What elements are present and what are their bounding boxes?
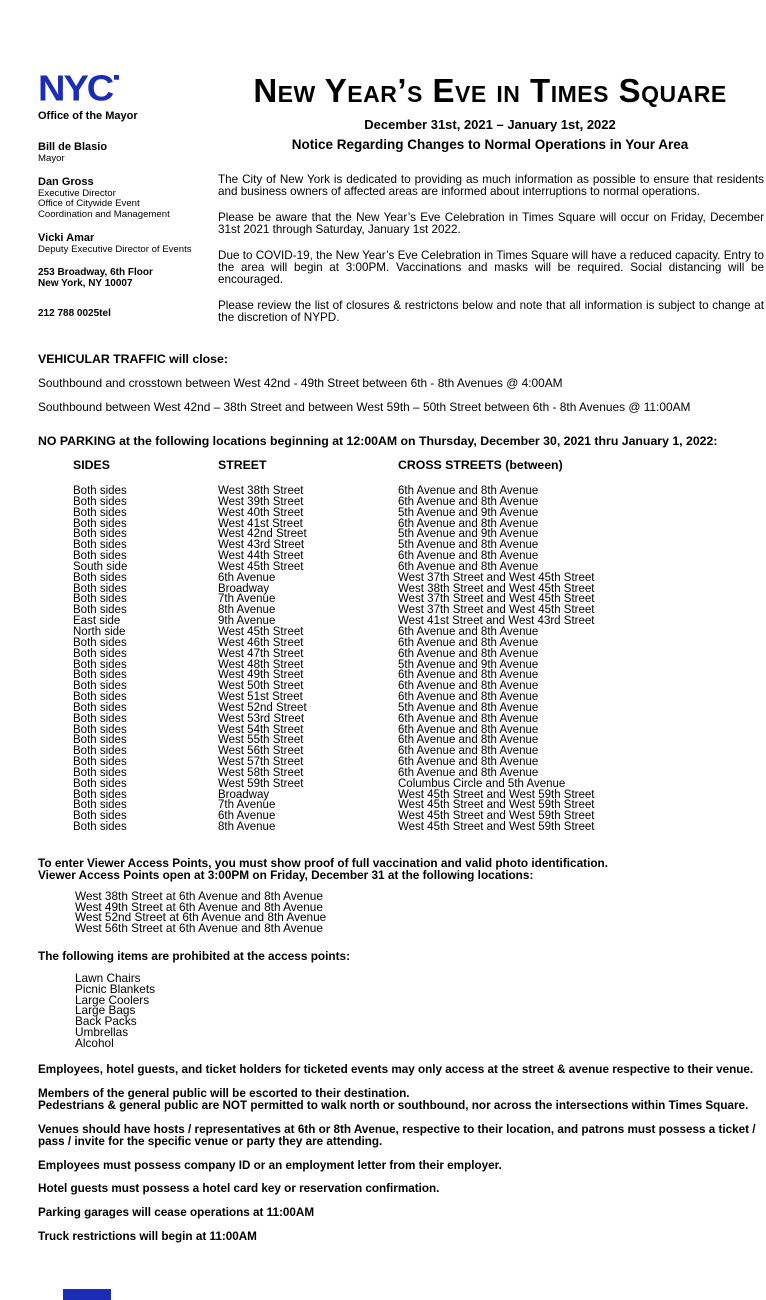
cell-cross-streets: West 45th Street and West 59th Street: [398, 788, 595, 801]
cell-sides: Both sides: [73, 582, 127, 595]
cell-sides: Both sides: [73, 593, 127, 606]
official-name: Dan Gross: [38, 176, 94, 189]
viewer-access-location: West 49th Street at 6th Avenue and 8th Avenue: [75, 899, 323, 914]
cell-street: 8th Avenue: [218, 604, 276, 617]
cell-cross-streets: West 45th Street and West 59th Street: [398, 810, 595, 823]
nyc-logo: NYC: [38, 74, 119, 104]
cell-sides: East side: [73, 615, 121, 628]
cell-sides: Both sides: [73, 810, 127, 823]
office-of-the-mayor-label: Office of the Mayor: [38, 110, 138, 122]
cell-cross-streets: 6th Avenue and 8th Avenue: [398, 766, 539, 779]
official-title: Deputy Executive Director of Events: [38, 243, 192, 255]
intro-section: [218, 174, 764, 338]
cell-cross-streets: 6th Avenue and 8th Avenue: [398, 734, 539, 747]
footer-note-line: pass / invite for the specific venue or party they are attending.: [38, 1134, 383, 1148]
cell-sides: Both sides: [73, 712, 127, 725]
footer-note-line: Pedestrians & general public are NOT permitted to walk north or southbound, nor across the intersections within Times Square.: [38, 1098, 749, 1112]
footer-note: [38, 1231, 766, 1243]
official-name: Bill de Blasio: [38, 141, 108, 153]
footer-note: [38, 1064, 766, 1076]
cell-sides: Both sides: [73, 647, 127, 660]
cell-sides: Both sides: [73, 571, 127, 584]
cell-sides: Both sides: [73, 658, 127, 671]
table-row: [73, 508, 733, 519]
cell-street: 9th Avenue: [218, 615, 276, 628]
vehicular-traffic-heading: VEHICULAR TRAFFIC will close:: [38, 352, 228, 366]
cell-sides: Both sides: [73, 669, 127, 682]
prohibited-item: Lawn Chairs: [75, 971, 141, 985]
prohibited-item: Umbrellas: [75, 1024, 129, 1039]
intro-paragraph: Due to COVID-19, the New Year’s Eve Celebration in Times Square will have a reduced capacity. Entry to the area will begin at 3:00PM. Vaccinations and masks will be required. Social distancing will be encouraged.: [218, 248, 764, 287]
closure-line: Southbound and crosstown between West 42nd - 49th Street between 6th - 8th Avenues @ 4:00AM: [38, 376, 563, 390]
viewer-access-locations: [75, 888, 766, 936]
viewer-access-open-time: Viewer Access Points open at 3:00PM on Friday, December 31 at the following locations:: [38, 867, 534, 882]
prohibited-item: Large Bags: [75, 1003, 136, 1018]
office-address: [38, 268, 213, 290]
official-entry: [38, 233, 213, 255]
cell-cross-streets: 6th Avenue and 8th Avenue: [398, 712, 539, 725]
no-parking-heading: NO PARKING at the following locations beginning at 12:00AM on Thursday, December 30, 2021 thru January 1, 2022:: [38, 434, 718, 448]
title-block: [216, 74, 764, 152]
cell-sides: Both sides: [73, 680, 127, 693]
cell-street: West 48th Street: [218, 658, 304, 671]
cell-cross-streets: Columbus Circle and 5th Avenue: [398, 777, 566, 790]
official-name: Vicki Amar: [38, 232, 95, 245]
cell-street: 7th Avenue: [218, 593, 276, 606]
cell-street: West 55th Street: [218, 734, 304, 747]
cell-cross-streets: 6th Avenue and 8th Avenue: [398, 723, 539, 736]
cell-cross-streets: 6th Avenue and 8th Avenue: [398, 745, 539, 758]
viewer-access-location: West 52nd Street at 6th Avenue and 8th Avenue: [75, 910, 327, 925]
footer-note-line: Employees, hotel guests, and ticket holders for ticketed events may only access at the street & avenue respective to their venue.: [38, 1063, 754, 1076]
cell-cross-streets: 6th Avenue and 8th Avenue: [398, 625, 539, 638]
cell-sides: Both sides: [73, 539, 127, 552]
cell-cross-streets: 5th Avenue and 8th Avenue: [398, 701, 539, 714]
notice-subtitle: Notice Regarding Changes to Normal Operations in Your Area: [291, 137, 689, 152]
cell-street: 6th Avenue: [218, 810, 276, 823]
column-header-cross-streets: CROSS STREETS (between): [398, 458, 563, 472]
cell-sides: Both sides: [73, 756, 127, 769]
cell-sides: Both sides: [73, 788, 127, 801]
event-date-range: December 31st, 2021 – January 1st, 2022: [364, 117, 616, 132]
prohibited-item: Alcohol: [75, 1035, 114, 1050]
cell-cross-streets: West 37th Street and West 45th Street: [398, 571, 595, 584]
cell-sides: South side: [73, 560, 128, 573]
cell-street: 6th Avenue: [218, 571, 276, 584]
cell-sides: Both sides: [73, 821, 127, 834]
cell-cross-streets: 6th Avenue and 8th Avenue: [398, 517, 539, 530]
office-phone: 212 788 0025tel: [38, 308, 111, 320]
cell-street: West 50th Street: [218, 680, 304, 693]
cell-cross-streets: 6th Avenue and 8th Avenue: [398, 669, 539, 682]
officials-list: [38, 142, 213, 319]
cell-sides: Both sides: [73, 528, 127, 541]
cell-cross-streets: 6th Avenue and 8th Avenue: [398, 495, 539, 508]
cell-cross-streets: 6th Avenue and 8th Avenue: [398, 485, 539, 497]
no-parking-table: [73, 458, 733, 833]
cell-sides: Both sides: [73, 766, 127, 779]
cell-cross-streets: West 37th Street and West 45th Street: [398, 604, 595, 617]
footer-notes: [38, 1064, 766, 1255]
cell-cross-streets: 5th Avenue and 9th Avenue: [398, 506, 539, 519]
cell-sides: Both sides: [73, 506, 127, 519]
cell-sides: Both sides: [73, 485, 127, 497]
next-page-logo-fragment: [63, 1289, 111, 1300]
cell-street: 7th Avenue: [218, 799, 276, 812]
footer-note-line: Parking garages will cease operations at 11:00AM: [38, 1206, 315, 1220]
table-body: [73, 486, 733, 833]
intro-paragraph: Please review the list of closures & restrictons below and note that all information is subject to change at the discretion of NYPD.: [218, 298, 764, 325]
prohibited-item: Back Packs: [75, 1014, 137, 1029]
cell-street: West 44th Street: [218, 550, 304, 563]
table-row: [73, 779, 733, 790]
address-line: 253 Broadway, 6th Floor: [38, 267, 153, 279]
table-row: [73, 822, 733, 833]
official-entry: [38, 177, 213, 220]
cell-sides: Both sides: [73, 495, 127, 508]
intro-paragraph: Please be aware that the New Year’s Eve Celebration in Times Square will occur on Friday, December 31st 2021 through Saturday, January 1st 2022.: [218, 210, 764, 237]
cell-street: West 57th Street: [218, 756, 304, 769]
table-header-row: [73, 458, 733, 472]
cell-street: West 46th Street: [218, 636, 304, 649]
cell-sides: North side: [73, 625, 126, 638]
footer-note-line: Employees must possess company ID or an employment letter from their employer.: [38, 1158, 502, 1172]
cell-sides: Both sides: [73, 734, 127, 747]
footer-note: [38, 1160, 766, 1172]
viewer-access-location: West 38th Street at 6th Avenue and 8th Avenue: [75, 888, 323, 903]
cell-cross-streets: West 45th Street and West 59th Street: [398, 799, 595, 812]
cell-street: West 39th Street: [218, 495, 304, 508]
viewer-access-section: [38, 858, 766, 1049]
cell-street: West 41st Street: [218, 517, 303, 530]
cell-cross-streets: 6th Avenue and 8th Avenue: [398, 647, 539, 660]
cell-street: West 52nd Street: [218, 701, 307, 714]
footer-note: [38, 1207, 766, 1219]
cell-street: West 56th Street: [218, 745, 304, 758]
prohibited-item: Picnic Blankets: [75, 981, 155, 996]
prohibited-items-list: [75, 973, 766, 1049]
cell-sides: Both sides: [73, 636, 127, 649]
cell-sides: Both sides: [73, 691, 127, 704]
prohibited-item: Large Coolers: [75, 992, 150, 1007]
page-title: New Year’s Eve in Times Square: [253, 72, 727, 109]
address-line: New York, NY 10007: [38, 278, 133, 290]
footer-note-line: Hotel guests must possess a hotel card key or reservation confirmation.: [38, 1182, 440, 1196]
vehicular-traffic-section: [38, 352, 766, 414]
cell-cross-streets: West 45th Street and West 59th Street: [398, 821, 595, 834]
viewer-access-rule: To enter Viewer Access Points, you must show proof of full vaccination and valid photo identification.: [38, 856, 609, 870]
column-header-sides: SIDES: [73, 458, 110, 472]
cell-cross-streets: 6th Avenue and 8th Avenue: [398, 680, 539, 693]
cell-street: West 43rd Street: [218, 539, 305, 552]
cell-street: West 54th Street: [218, 723, 304, 736]
cell-street: West 51st Street: [218, 691, 303, 704]
cell-street: West 47th Street: [218, 647, 304, 660]
footer-note-line: Venues should have hosts / representatives at 6th or 8th Avenue, respective to their location, and patrons must possess a ticket /: [38, 1122, 756, 1136]
cell-street: West 49th Street: [218, 669, 304, 682]
cell-sides: Both sides: [73, 604, 127, 617]
intro-paragraph: The City of New York is dedicated to providing as much information as possible to ensure that residents and business owners of affected areas are informed about interruptions to normal operations.: [218, 173, 764, 199]
cell-sides: Both sides: [73, 550, 127, 563]
cell-sides: Both sides: [73, 723, 127, 736]
official-entry: [38, 142, 213, 164]
table-row: [73, 649, 733, 660]
official-title: Coordination and Management: [38, 208, 170, 220]
table-row: [73, 573, 733, 584]
cell-cross-streets: 6th Avenue and 8th Avenue: [398, 636, 539, 649]
cell-sides: Both sides: [73, 777, 127, 790]
logo-block: [38, 69, 208, 122]
cell-street: West 45th Street: [218, 560, 304, 573]
footer-note: [38, 1183, 766, 1195]
cell-sides: Both sides: [73, 799, 127, 812]
cell-cross-streets: 6th Avenue and 8th Avenue: [398, 560, 539, 573]
closure-line: Southbound between West 42nd – 38th Street and between West 59th – 50th Street between 6th - 8th Avenues @ 11:00AM: [38, 400, 691, 414]
cell-street: West 45th Street: [218, 625, 304, 638]
footer-note-line: Truck restrictions will begin at 11:00AM: [38, 1230, 257, 1244]
cell-cross-streets: 6th Avenue and 8th Avenue: [398, 756, 539, 769]
cell-cross-streets: 6th Avenue and 8th Avenue: [398, 691, 539, 704]
footer-note-line: Members of the general public will be escorted to their destination.: [38, 1086, 410, 1100]
cell-street: West 53rd Street: [218, 712, 305, 725]
cell-street: West 42nd Street: [218, 528, 307, 541]
cell-cross-streets: 6th Avenue and 8th Avenue: [398, 550, 539, 563]
cell-street: 8th Avenue: [218, 821, 276, 834]
cell-sides: Both sides: [73, 701, 127, 714]
cell-street: West 59th Street: [218, 777, 304, 790]
cell-sides: Both sides: [73, 745, 127, 758]
prohibited-items-heading: The following items are prohibited at the access points:: [38, 949, 351, 963]
table-row: [73, 714, 733, 725]
official-title: Executive Director: [38, 187, 116, 199]
cell-street: West 40th Street: [218, 506, 304, 519]
footer-note: [38, 1124, 766, 1148]
official-title: Mayor: [38, 152, 65, 164]
cell-street: West 58th Street: [218, 766, 304, 779]
viewer-access-location: West 56th Street at 6th Avenue and 8th Avenue: [75, 921, 323, 936]
cell-street: Broadway: [218, 582, 270, 595]
cell-sides: Both sides: [73, 517, 127, 530]
official-title: Office of Citywide Event: [38, 198, 140, 210]
cell-cross-streets: West 37th Street and West 45th Street: [398, 593, 595, 606]
footer-note: [38, 1088, 766, 1112]
trademark-square-icon: [114, 75, 119, 80]
cell-cross-streets: 5th Avenue and 9th Avenue: [398, 528, 539, 541]
cell-cross-streets: West 41st Street and West 43rd Street: [398, 615, 595, 628]
cell-street: West 38th Street: [218, 485, 304, 497]
cell-street: Broadway: [218, 788, 270, 801]
cell-cross-streets: 5th Avenue and 9th Avenue: [398, 658, 539, 671]
cell-cross-streets: 5th Avenue and 8th Avenue: [398, 539, 539, 552]
cell-cross-streets: West 38th Street and West 45th Street: [398, 582, 595, 595]
column-header-street: STREET: [218, 458, 267, 472]
